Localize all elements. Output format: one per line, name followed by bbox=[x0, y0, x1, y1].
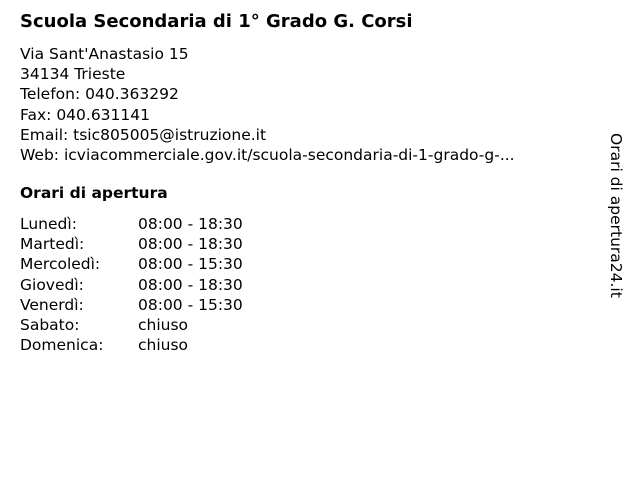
fax-number: Fax: 040.631141 bbox=[20, 105, 150, 124]
site-watermark: Orari di apertura24.it bbox=[607, 133, 625, 298]
phone-number: Telefon: 040.363292 bbox=[20, 85, 179, 104]
day-label: Sabato: bbox=[20, 315, 80, 334]
page-title: Scuola Secondaria di 1° Grado G. Corsi bbox=[20, 11, 413, 32]
day-label: Martedì: bbox=[20, 235, 85, 254]
day-label: Giovedì: bbox=[20, 275, 84, 294]
email-address: Email: tsic805005@istruzione.it bbox=[20, 125, 267, 144]
time-value: 08:00 - 18:30 bbox=[138, 215, 243, 233]
address-city: 34134 Trieste bbox=[20, 65, 126, 84]
time-value: 08:00 - 18:30 bbox=[138, 275, 243, 294]
contact-info bbox=[20, 44, 515, 165]
day-label: Domenica: bbox=[20, 336, 104, 355]
day-label: Lunedì: bbox=[20, 215, 77, 233]
time-value: 08:00 - 15:30 bbox=[138, 295, 243, 314]
website-link: Web: icviacommerciale.gov.it/scuola-secondaria-di-1-grado-g-... bbox=[20, 146, 515, 165]
time-value: 08:00 - 18:30 bbox=[138, 235, 243, 254]
opening-hours-heading: Orari di apertura bbox=[20, 184, 168, 202]
time-value: chiuso bbox=[138, 315, 189, 334]
day-label: Mercoledì: bbox=[20, 255, 101, 274]
address-street: Via Sant'Anastasio 15 bbox=[20, 45, 189, 63]
day-label: Venerdì: bbox=[20, 295, 84, 314]
time-value: chiuso bbox=[138, 336, 189, 355]
time-value: 08:00 - 15:30 bbox=[138, 255, 243, 274]
